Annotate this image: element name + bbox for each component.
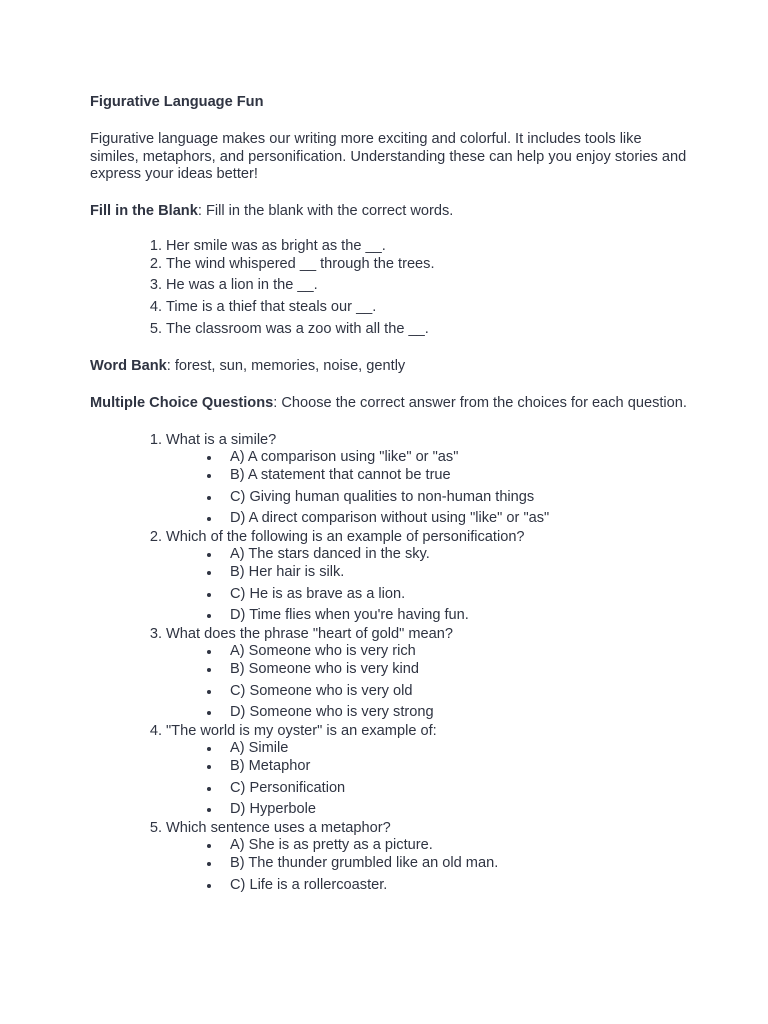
answer-option [166, 449, 690, 467]
question-text: What does the phrase "heart of gold" mean? [166, 625, 454, 642]
multiple-choice-heading-line [90, 395, 690, 413]
bullet-icon [207, 650, 211, 654]
fill-in-blank-item [90, 321, 690, 338]
bullet-icon [207, 808, 211, 812]
fill-in-blank-item [90, 299, 690, 321]
bullet-icon [207, 614, 211, 618]
option-text: A) Someone who is very rich [230, 642, 416, 659]
answer-options [166, 546, 690, 626]
answer-option [166, 607, 690, 626]
intro-paragraph: Figurative language makes our writing more exciting and colorful. It includes tools like similes, metaphors, and personification. Understanding these can help you enjoy stories and express your ideas better! [90, 131, 687, 183]
item-text: The classroom was a zoo with all the __. [166, 321, 429, 338]
answer-option [166, 855, 690, 877]
answer-option [166, 740, 690, 758]
question-number: 4. [149, 722, 162, 739]
option-text: A) The stars danced in the sky. [230, 545, 430, 562]
question-text: Which sentence uses a metaphor? [166, 819, 391, 836]
answer-option [166, 780, 690, 801]
document-page [90, 94, 690, 898]
answer-options [166, 643, 690, 723]
item-number: 4. [149, 299, 162, 316]
bullet-icon [207, 884, 211, 888]
question-number: 1. [149, 431, 162, 448]
bullet-icon [207, 571, 211, 575]
answer-option [166, 758, 690, 780]
option-text: B) Someone who is very kind [230, 660, 419, 677]
option-text: D) Hyperbole [230, 800, 316, 817]
bullet-icon [207, 474, 211, 478]
answer-option [166, 877, 690, 898]
bullet-icon [207, 553, 211, 557]
item-number: 1. [149, 238, 162, 255]
answer-option [166, 489, 690, 510]
item-number: 5. [149, 321, 162, 338]
option-text: B) The thunder grumbled like an old man. [230, 854, 499, 871]
question-text: "The world is my oyster" is an example of: [166, 722, 437, 739]
bullet-icon [207, 496, 211, 500]
question-text: What is a simile? [166, 431, 277, 448]
item-number: 2. [149, 256, 162, 273]
item-text: The wind whispered __ through the trees. [166, 256, 435, 273]
answer-option [166, 661, 690, 683]
multiple-choice-heading: Multiple Choice Questions [90, 394, 274, 411]
bullet-icon [207, 690, 211, 694]
option-text: B) A statement that cannot be true [230, 466, 451, 483]
answer-option [166, 564, 690, 586]
answer-option [166, 643, 690, 661]
option-text: C) Someone who is very old [230, 682, 413, 699]
question-text: Which of the following is an example of personification? [166, 528, 525, 545]
question-item [90, 626, 690, 723]
option-text: B) Metaphor [230, 757, 311, 774]
bullet-icon [207, 668, 211, 672]
fill-in-blank-item [90, 277, 690, 299]
question-number: 2. [149, 528, 162, 545]
bullet-icon [207, 844, 211, 848]
option-text: B) Her hair is silk. [230, 563, 345, 580]
word-bank-line [90, 358, 690, 376]
item-text: Time is a thief that steals our __. [166, 299, 377, 316]
answer-option [166, 704, 690, 723]
option-text: A) A comparison using "like" or "as" [230, 448, 459, 465]
item-number: 3. [149, 277, 162, 294]
bullet-icon [207, 593, 211, 597]
option-text: C) Giving human qualities to non-human things [230, 488, 535, 505]
fill-in-blank-heading-line [90, 203, 690, 221]
option-text: C) Personification [230, 779, 346, 796]
bullet-icon [207, 765, 211, 769]
option-text: A) She is as pretty as a picture. [230, 836, 433, 853]
word-bank-words: : forest, sun, memories, noise, gently [166, 358, 406, 375]
question-number: 3. [149, 625, 162, 642]
answer-options [166, 740, 690, 820]
answer-option [166, 801, 690, 820]
answer-option [166, 837, 690, 855]
option-text: C) Life is a rollercoaster. [230, 876, 388, 893]
multiple-choice-list [90, 432, 690, 898]
answer-option [166, 510, 690, 529]
question-number: 5. [149, 819, 162, 836]
question-item [90, 529, 690, 626]
option-text: D) A direct comparison without using "like" or "as" [230, 509, 550, 526]
answer-option [166, 467, 690, 489]
bullet-icon [207, 456, 211, 460]
answer-option [166, 586, 690, 607]
option-text: D) Someone who is very strong [230, 703, 434, 720]
fill-in-blank-item [90, 256, 690, 277]
fill-in-blank-instruction: : Fill in the blank with the correct words. [197, 202, 454, 219]
bullet-icon [207, 747, 211, 751]
item-text: He was a lion in the __. [166, 277, 318, 294]
answer-option [166, 546, 690, 564]
bullet-icon [207, 862, 211, 866]
word-bank-heading: Word Bank [90, 358, 167, 375]
option-text: A) Simile [230, 739, 289, 756]
fill-in-blank-list [90, 238, 690, 338]
fill-in-blank-heading: Fill in the Blank [90, 202, 198, 219]
answer-option [166, 683, 690, 704]
question-item [90, 820, 690, 898]
answer-options [166, 837, 690, 898]
multiple-choice-instruction: : Choose the correct answer from the choices for each question. [273, 394, 687, 411]
answer-options [166, 449, 690, 529]
item-text: Her smile was as bright as the __. [166, 238, 386, 255]
fill-in-blank-item [90, 238, 690, 256]
bullet-icon [207, 517, 211, 521]
bullet-icon [207, 711, 211, 715]
question-item [90, 432, 690, 529]
option-text: D) Time flies when you're having fun. [230, 606, 469, 623]
option-text: C) He is as brave as a lion. [230, 585, 406, 602]
bullet-icon [207, 787, 211, 791]
question-item [90, 723, 690, 820]
document-title: Figurative Language Fun [90, 94, 264, 110]
